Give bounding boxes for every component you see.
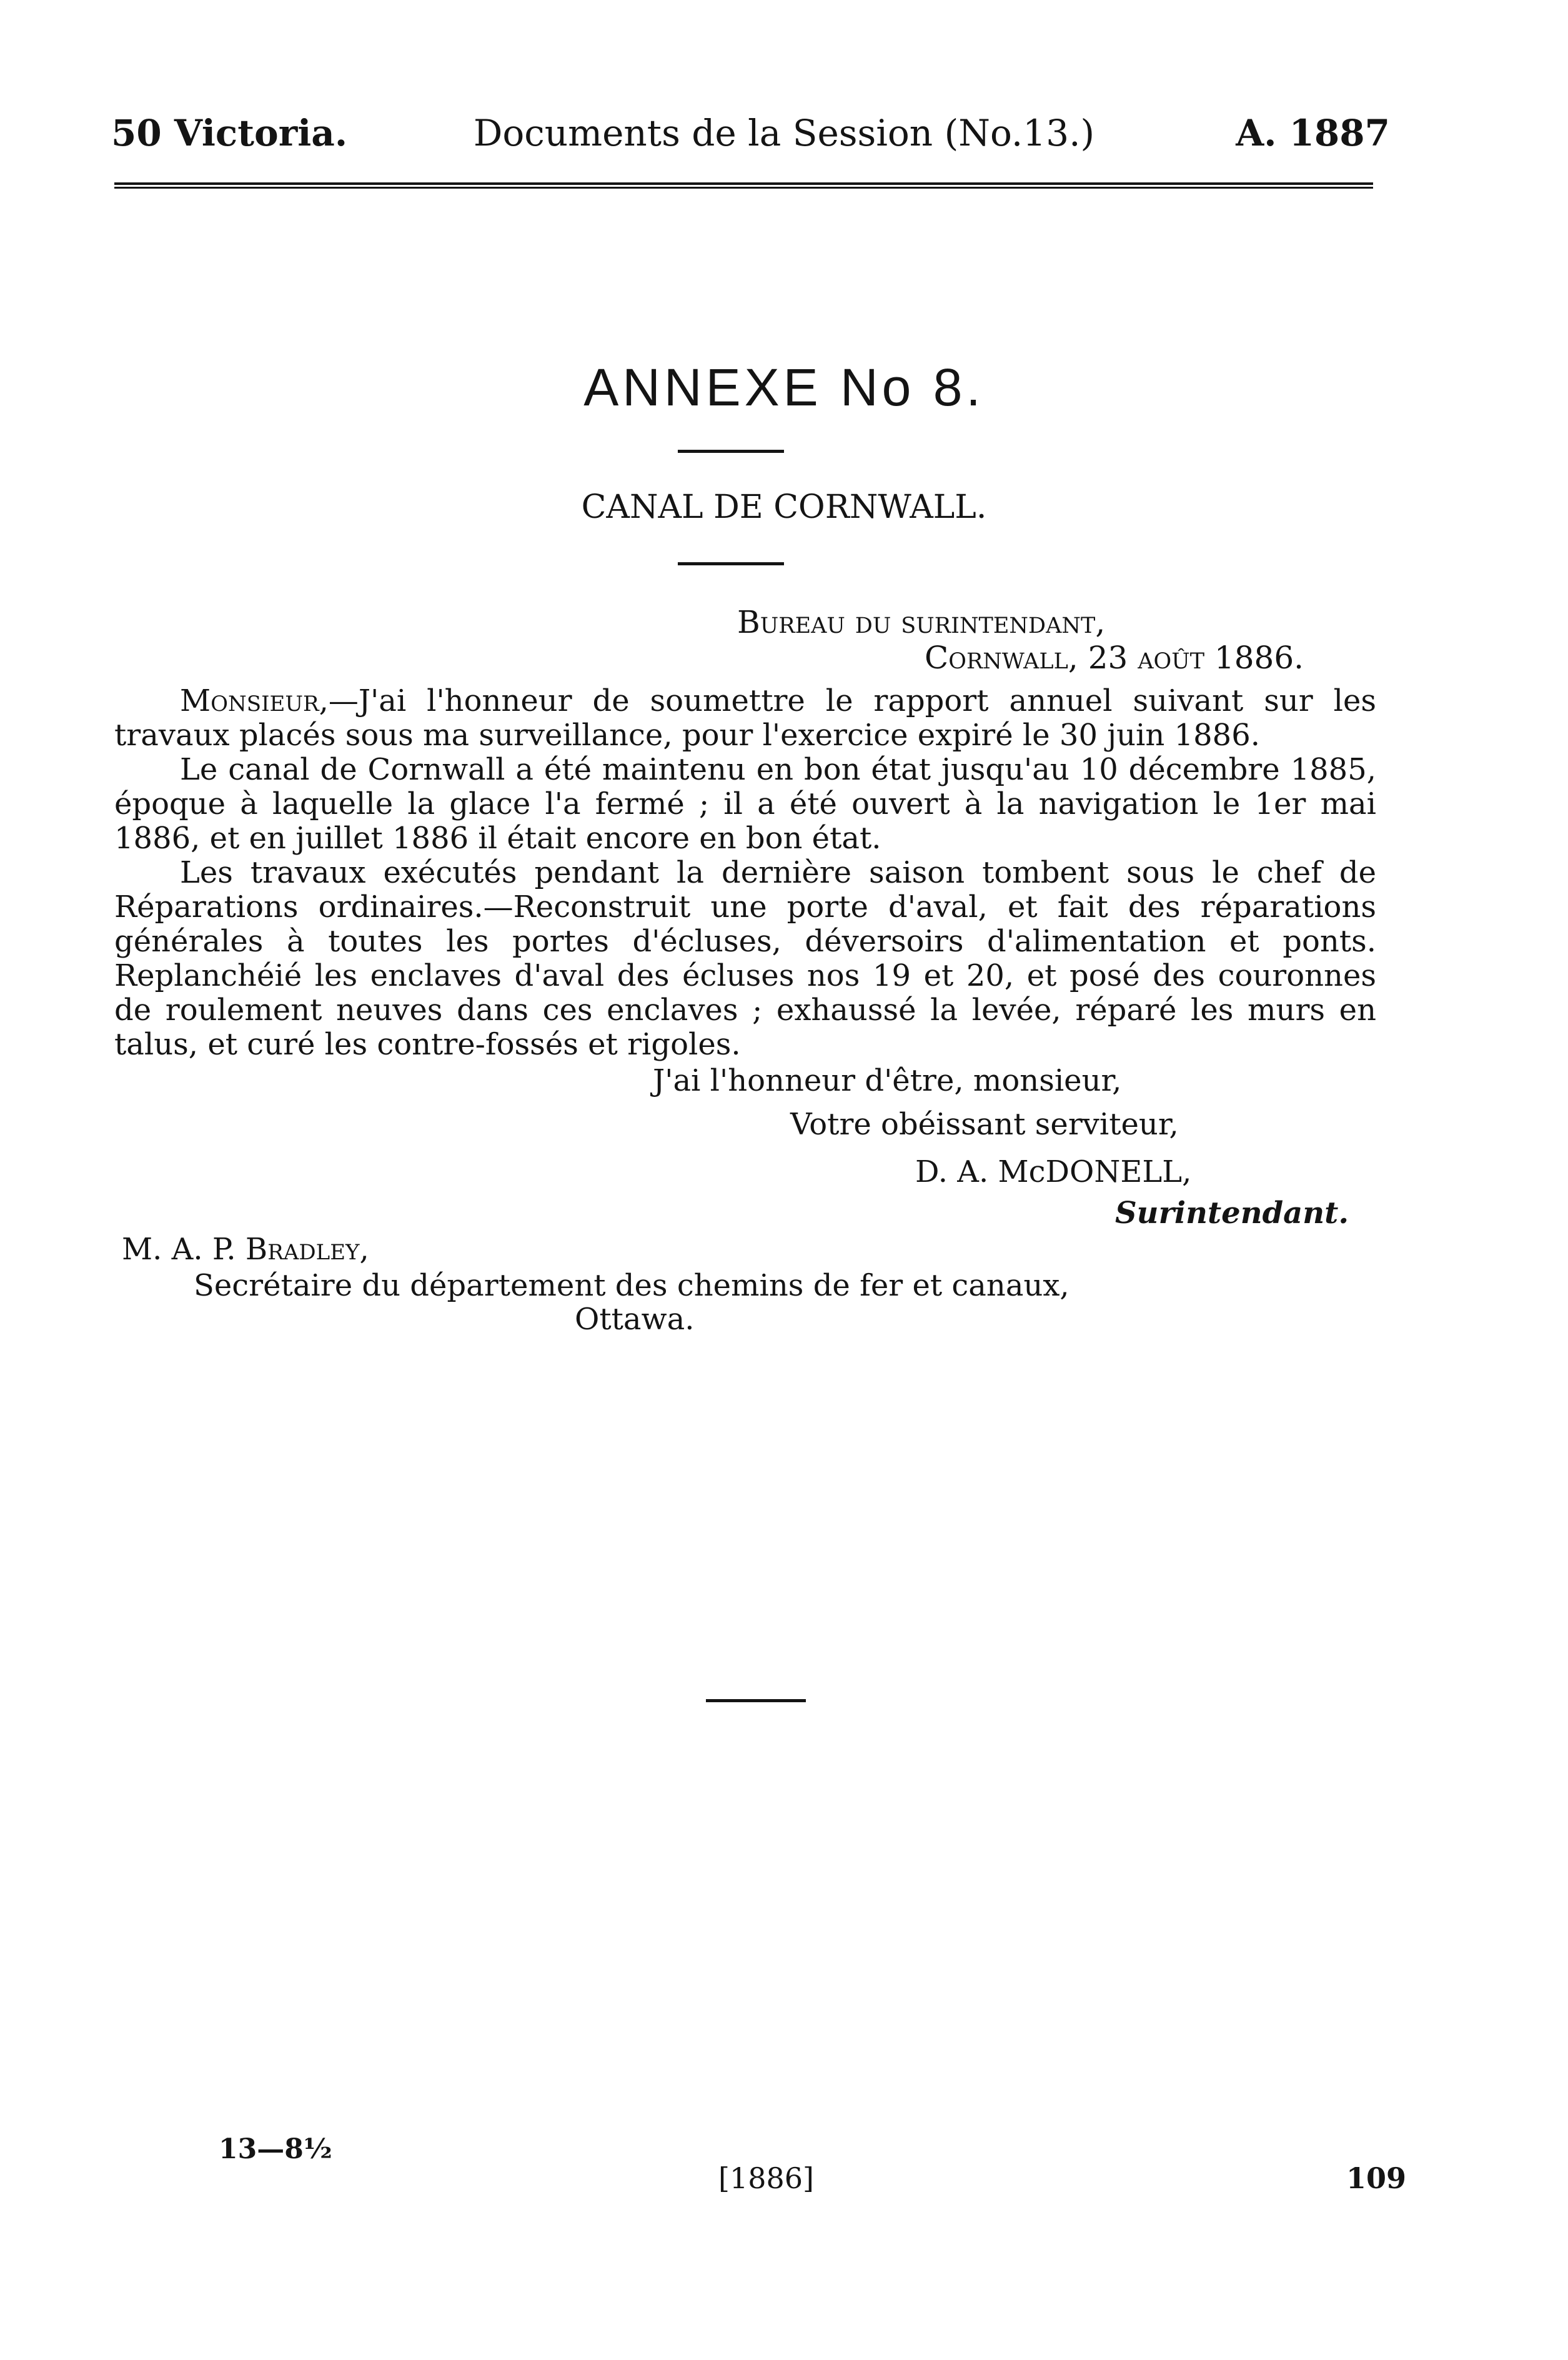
header-session-victoria: 50 Victoria. (111, 112, 348, 154)
footer-year: [1886] (718, 2161, 814, 2195)
signer-role: Surintendant. (1115, 1196, 1349, 1231)
annex-title: ANNEXE No 8. (583, 358, 985, 417)
closing-servant: Votre obéissant serviteur, (790, 1107, 1179, 1142)
header-documents-title: Documents de la Session (No.13.) (473, 112, 1095, 154)
recipient-department: Secrétaire du département des chemins de fer et canaux, (194, 1268, 1069, 1303)
recipient-city: Ottawa. (575, 1302, 695, 1337)
salutation: Monsieur, (180, 683, 329, 718)
paragraph-2: Le canal de Cornwall a été maintenu en bon état jusqu'au 10 décembre 1885, époque à laquelle la glace l'a fermé ; il a été ouvert à la navigation le 1er mai 1886, et en juillet 1886 il était encore en bon état. (114, 752, 1376, 856)
footer-signature-mark: 13—8½ (219, 2133, 332, 2165)
office-bureau: Bureau du surintendant, (737, 604, 1106, 640)
letter-body (114, 684, 1376, 1062)
paragraph-1-text: —J'ai l'honneur de soumettre le rapport annuel suivant sur les travaux placés sous ma surveillance, pour l'exercice expiré le 30 juin 1886. (114, 683, 1376, 753)
paragraph-1 (114, 684, 1376, 753)
signer-name: D. A. McDONELL, (915, 1154, 1192, 1189)
title-rule (678, 450, 784, 453)
header-year: A. 1887 (1236, 112, 1390, 154)
closing-line: J'ai l'honneur d'être, monsieur, (653, 1063, 1122, 1098)
header-double-rule (114, 182, 1373, 189)
annex-subtitle: CANAL DE CORNWALL. (581, 488, 987, 526)
end-rule (706, 1699, 806, 1702)
subtitle-rule (678, 562, 784, 565)
paragraph-3: Les travaux exécutés pendant la dernière saison tombent sous le chef de Réparations ordinaires.—Reconstruit une porte d'aval, et fait des réparations générales à toutes les portes d'écluses, déversoirs d'alimentation et ponts. Replanchéié les enclaves d'aval des écluses nos 19 et 20, et posé des couronnes de roulement neuves dans ces enclaves ; exhaussé la levée, réparé les murs en talus, et curé les contre-fossés et rigoles. (114, 855, 1376, 1062)
office-place-date: Cornwall, 23 août 1886. (925, 640, 1304, 676)
footer-page-number: 109 (1346, 2161, 1407, 2195)
recipient-name: M. A. P. Bradley, (122, 1232, 369, 1267)
